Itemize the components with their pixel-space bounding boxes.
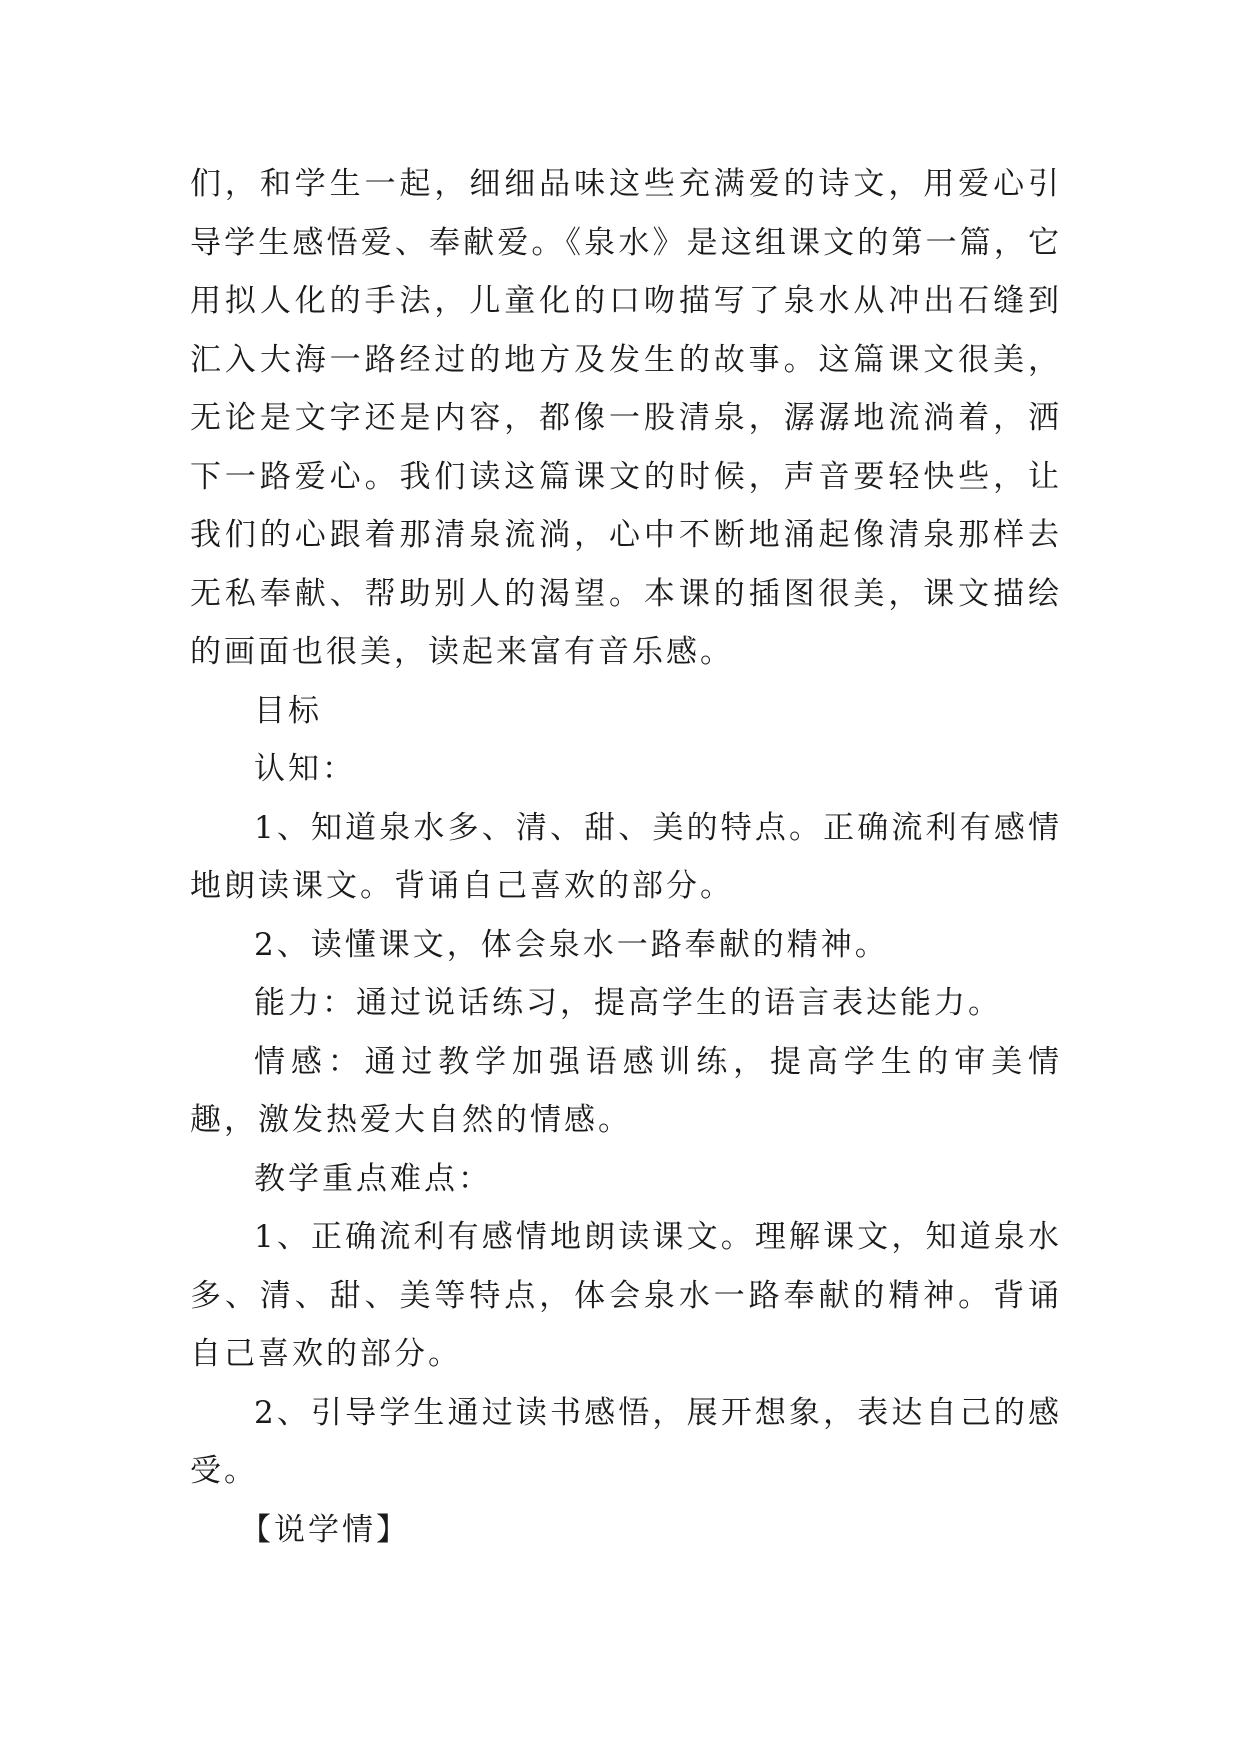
subheading-cognition: 认知： xyxy=(254,751,356,787)
document-page xyxy=(190,155,1062,1559)
section-heading-key-points: 教学重点难点： xyxy=(254,1160,492,1197)
list-item: 1、知道泉水多、清、甜、美的特点。正确流利有感情地朗读课文。背诵自己喜欢的部分。 xyxy=(190,809,1062,904)
list-item: 1、正确流利有感情地朗读课文。理解课文，知道泉水多、清、甜、美等特点，体会泉水一路奉献的精神。背诵自己喜欢的部分。 xyxy=(190,1219,1062,1372)
ability-paragraph: 能力：通过说话练习，提高学生的语言表达能力。 xyxy=(254,985,1002,1021)
section-heading-learning-situation: 【说学情】 xyxy=(240,1511,410,1548)
emotion-paragraph: 情感：通过教学加强语感训练，提高学生的审美情趣，激发热爱大自然的情感。 xyxy=(190,1043,1062,1138)
section-heading-goals: 目标 xyxy=(254,692,322,729)
body-paragraph: 们，和学生一起，细细品味这些充满爱的诗文，用爱心引导学生感悟爱、奉献爱。《泉水》是这组课文的第一篇，它用拟人化的手法，儿童化的口吻描写了泉水从冲出石缝到汇入大海一路经过的地方及发生的故事。这篇课文很美，无论是文字还是内容，都像一股清泉，潺潺地流淌着，洒下一路爱心。我们读这篇课文的时候，声音要轻快些，让我们的心跟着那清泉流淌，心中不断地涌起像清泉那样去无私奉献、帮助别人的渴望。本课的插图很美，课文描绘的画面也很美，读起来富有音乐感。 xyxy=(190,166,1062,670)
list-item: 2、读懂课文，体会泉水一路奉献的精神。 xyxy=(254,926,889,963)
list-item: 2、引导学生通过读书感悟，展开想象，表达自己的感受。 xyxy=(190,1394,1062,1489)
